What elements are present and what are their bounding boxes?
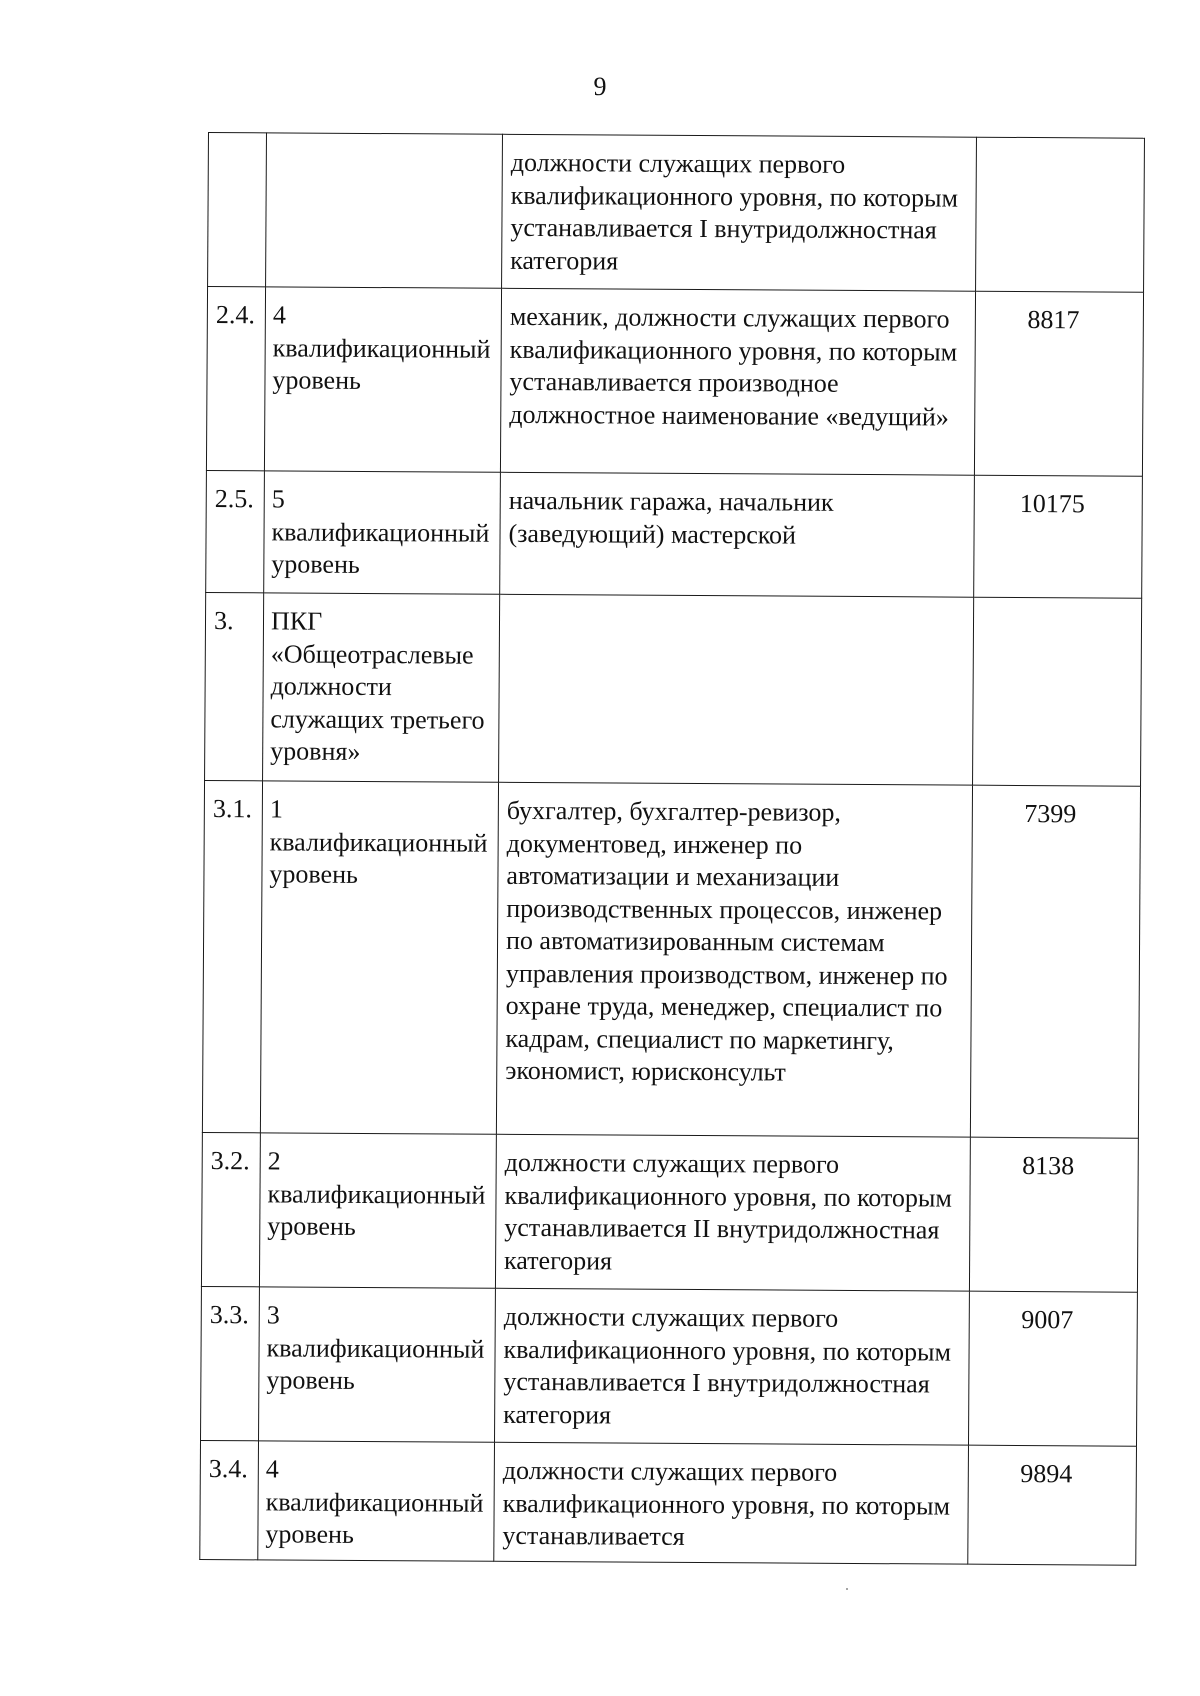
- salary-value: [973, 597, 1142, 786]
- level-word: квалификационный: [269, 826, 488, 858]
- row-number: 3.1.: [202, 780, 262, 1132]
- positions-description: должности служащих первого квалификационного уровня, по которым устанавливается I внутридолжностная категория: [495, 1288, 970, 1445]
- table-row: [206, 470, 1143, 598]
- level-word: квалификационный: [271, 516, 490, 548]
- table-row: [206, 287, 1143, 477]
- level-number: 2: [267, 1146, 281, 1176]
- level-number: 5: [271, 484, 285, 514]
- table-row: [205, 592, 1142, 786]
- qualification-level: [263, 593, 500, 782]
- level-number: 3: [266, 1300, 280, 1330]
- level-number: [274, 145, 498, 146]
- row-number: 3.2.: [201, 1132, 260, 1286]
- scan-speck: [846, 1588, 848, 1590]
- qualification-level: [264, 471, 501, 594]
- salary-value: 9894: [968, 1445, 1137, 1565]
- page-number: 9: [593, 72, 607, 101]
- level-word: квалификационный: [267, 1178, 486, 1210]
- level-tail: уровень: [267, 1211, 356, 1241]
- level-word: квалификационный: [266, 1332, 485, 1364]
- level-word: квалификационный: [265, 1486, 484, 1518]
- positions-description: механик, должности служащих первого квалификационного уровня, по которым устанавливается производное должностное наименование «ведущий»: [500, 288, 975, 475]
- level-tail: [274, 145, 498, 146]
- positions-description: начальник гаража, начальник (заведующий) мастерской: [500, 472, 975, 597]
- qualification-level: [259, 1287, 496, 1442]
- positions-description: должности служащих первого квалификационного уровня, по которым устанавливается II внутридолжностная категория: [495, 1134, 970, 1291]
- salary-table: [199, 132, 1145, 1565]
- table-row: [202, 780, 1140, 1138]
- level-word: квалификационный: [272, 332, 491, 364]
- salary-value: 8138: [969, 1137, 1138, 1292]
- qualification-level: [260, 781, 498, 1134]
- positions-description: должности служащих первого квалификационного уровня, по которым устанавливается: [494, 1442, 969, 1563]
- row-number: 2.4.: [206, 287, 265, 471]
- level-tail: уровень: [269, 859, 358, 889]
- row-number: 3.4.: [200, 1440, 259, 1559]
- row-number: 3.: [205, 592, 264, 780]
- salary-value: 8817: [974, 291, 1143, 476]
- level-tail: уровень: [265, 1519, 354, 1549]
- positions-description: должности служащих первого квалификационного уровня, по которым устанавливается I внутридолжностная категория: [502, 134, 977, 291]
- level-word: [274, 145, 498, 146]
- positions-description: [499, 594, 974, 785]
- table-row: [200, 1440, 1137, 1564]
- salary-value: [976, 137, 1145, 292]
- level-tail: уровень: [266, 1365, 355, 1395]
- table-row: [201, 1132, 1138, 1292]
- level-tail: уровень: [271, 549, 360, 579]
- level-word: «Общеотраслевые должности служащих третьего уровня»: [270, 638, 485, 766]
- level-number: 1: [269, 794, 283, 824]
- qualification-level: [258, 1441, 495, 1561]
- row-number: [208, 133, 267, 287]
- qualification-level: [266, 133, 503, 288]
- salary-value: 9007: [968, 1291, 1137, 1446]
- salary-value: 10175: [974, 475, 1143, 598]
- level-number: 4: [265, 1454, 279, 1484]
- level-number: ПКГ: [270, 606, 323, 636]
- row-number: 3.3.: [201, 1286, 260, 1440]
- level-tail: уровень: [272, 365, 362, 395]
- qualification-level: [264, 287, 501, 472]
- positions-description: бухгалтер, бухгалтер-ревизор, документовед, инженер по автоматизации и механизации производственных процессов, инженер по автоматизированным системам управления производством, инженер по охране труда, менеджер, специалист по кадрам, специалист по маркетингу, экономист, юрисконсульт: [496, 782, 972, 1137]
- table-row: [208, 133, 1145, 293]
- qualification-level: [259, 1133, 496, 1288]
- table-row: [201, 1286, 1138, 1446]
- row-number: 2.5.: [206, 470, 265, 592]
- level-number: 4: [272, 300, 286, 330]
- salary-value: 7399: [970, 785, 1140, 1138]
